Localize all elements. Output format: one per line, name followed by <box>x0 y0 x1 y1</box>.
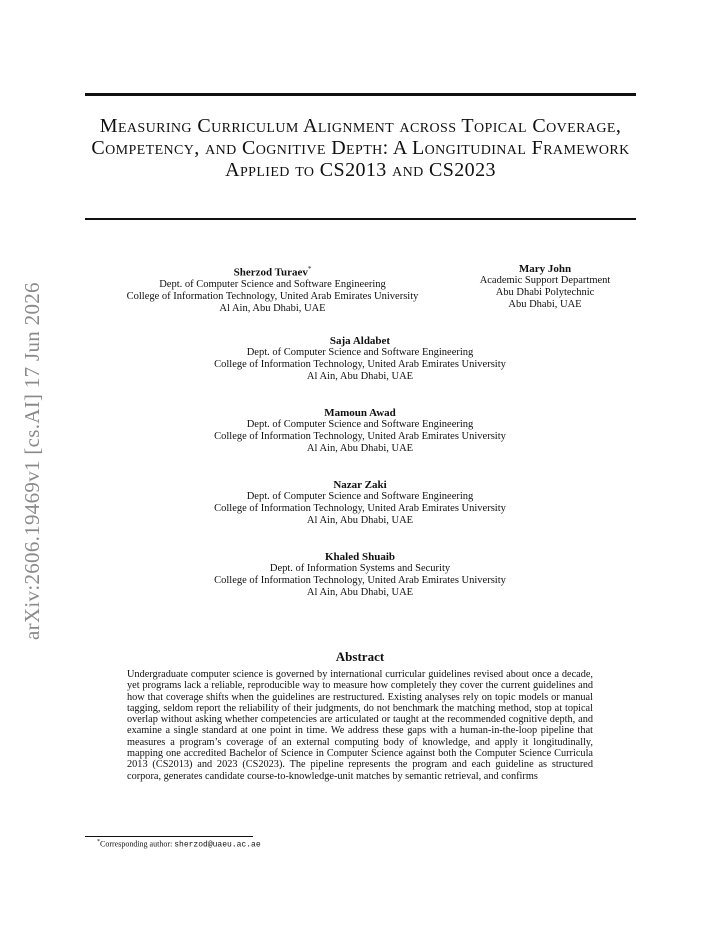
author-dept: Dept. of Computer Science and Software Engineering <box>246 419 474 430</box>
author-name: Mamoun Awad <box>324 407 396 419</box>
abstract-body: Undergraduate computer science is governed by international curricular guidelines revised about once a decade, yet programs lack a reliable, reproducible way to measure how completely they cover the current guidelines and how that coverage shifts when the guidelines are restructured. Existing analyses rely on topic models or manual tagging, seldom report the reliability of their judgments, do not benchmark the matching method, stop at topical overlap without asking whether competencies are articulated or taught at the recommended cognitive depth, and examine a single standard at one point in time. We address these gaps with a human-in-the-loop pipeline that measures a program’s coverage of an external computing body of knowledge, and apply it longitudinally, mapping one accredited Bachelor of Science in Computer Science against both the Computer Science Curricula 2013 (CS2013) and 2023 (CS2023). The pipeline represents the program and each guideline as structured corpora, generates candidate course-to-knowledge-unit matches by semantic retrieval, and confirms <box>127 669 593 782</box>
author-location: Al Ain, Abu Dhabi, UAE <box>306 587 414 598</box>
author-college: College of Information Technology, United Arab Emirates University <box>214 503 506 514</box>
title-bottom-rule <box>85 218 636 220</box>
author-college: Abu Dhabi Polytechnic <box>495 287 595 298</box>
footnote-text: Corresponding author: <box>100 839 175 849</box>
author-block <box>460 263 630 311</box>
author-location: Al Ain, Abu Dhabi, UAE <box>306 371 414 382</box>
title-top-rule <box>85 93 636 96</box>
author-dept: Academic Support Department <box>479 275 611 286</box>
author-location: Abu Dhabi, UAE <box>508 299 582 310</box>
author-college: College of Information Technology, United Arab Emirates University <box>214 431 506 442</box>
author-name: Saja Aldabet <box>329 335 391 347</box>
author-dept: Dept. of Computer Science and Software Engineering <box>159 278 386 290</box>
paper-title: Measuring Curriculum Alignment across Topical Coverage, Competency, and Cognitive Depth: A Longitudinal Framework Applied to CS2013 and CS2023 <box>91 115 630 181</box>
author-college: College of Information Technology, United Arab Emirates University <box>214 575 506 586</box>
author-location: Al Ain, Abu Dhabi, UAE <box>306 515 414 526</box>
author-location: Al Ain, Abu Dhabi, UAE <box>306 443 414 454</box>
author-name: Nazar Zaki <box>333 479 387 491</box>
author-college: College of Information Technology, United Arab Emirates University <box>126 290 419 302</box>
arxiv-identifier: arXiv:2606.19469v1 [cs.AI] 17 Jun 2026 <box>20 282 44 640</box>
author-location: Al Ain, Abu Dhabi, UAE <box>219 302 326 314</box>
author-dept: Dept. of Computer Science and Software Engineering <box>246 491 474 502</box>
footnote-rule <box>85 836 253 837</box>
author-block <box>90 263 455 315</box>
footnote-email: sherzod@uaeu.ac.ae <box>174 840 261 850</box>
author-name: Khaled Shuaib <box>324 551 395 563</box>
author-college: College of Information Technology, United Arab Emirates University <box>214 359 506 370</box>
footnote-mark: * <box>97 839 100 845</box>
author-name: Sherzod Turaev* <box>233 265 312 279</box>
abstract-heading: Abstract <box>335 649 385 664</box>
author-block <box>160 335 560 383</box>
author-name: Mary John <box>518 263 572 275</box>
author-dept: Dept. of Computer Science and Software Engineering <box>246 347 474 358</box>
author-block <box>160 479 560 527</box>
author-block <box>160 551 560 599</box>
author-block <box>160 407 560 455</box>
author-dept: Dept. of Information Systems and Security <box>269 563 451 574</box>
footnote <box>97 839 261 850</box>
